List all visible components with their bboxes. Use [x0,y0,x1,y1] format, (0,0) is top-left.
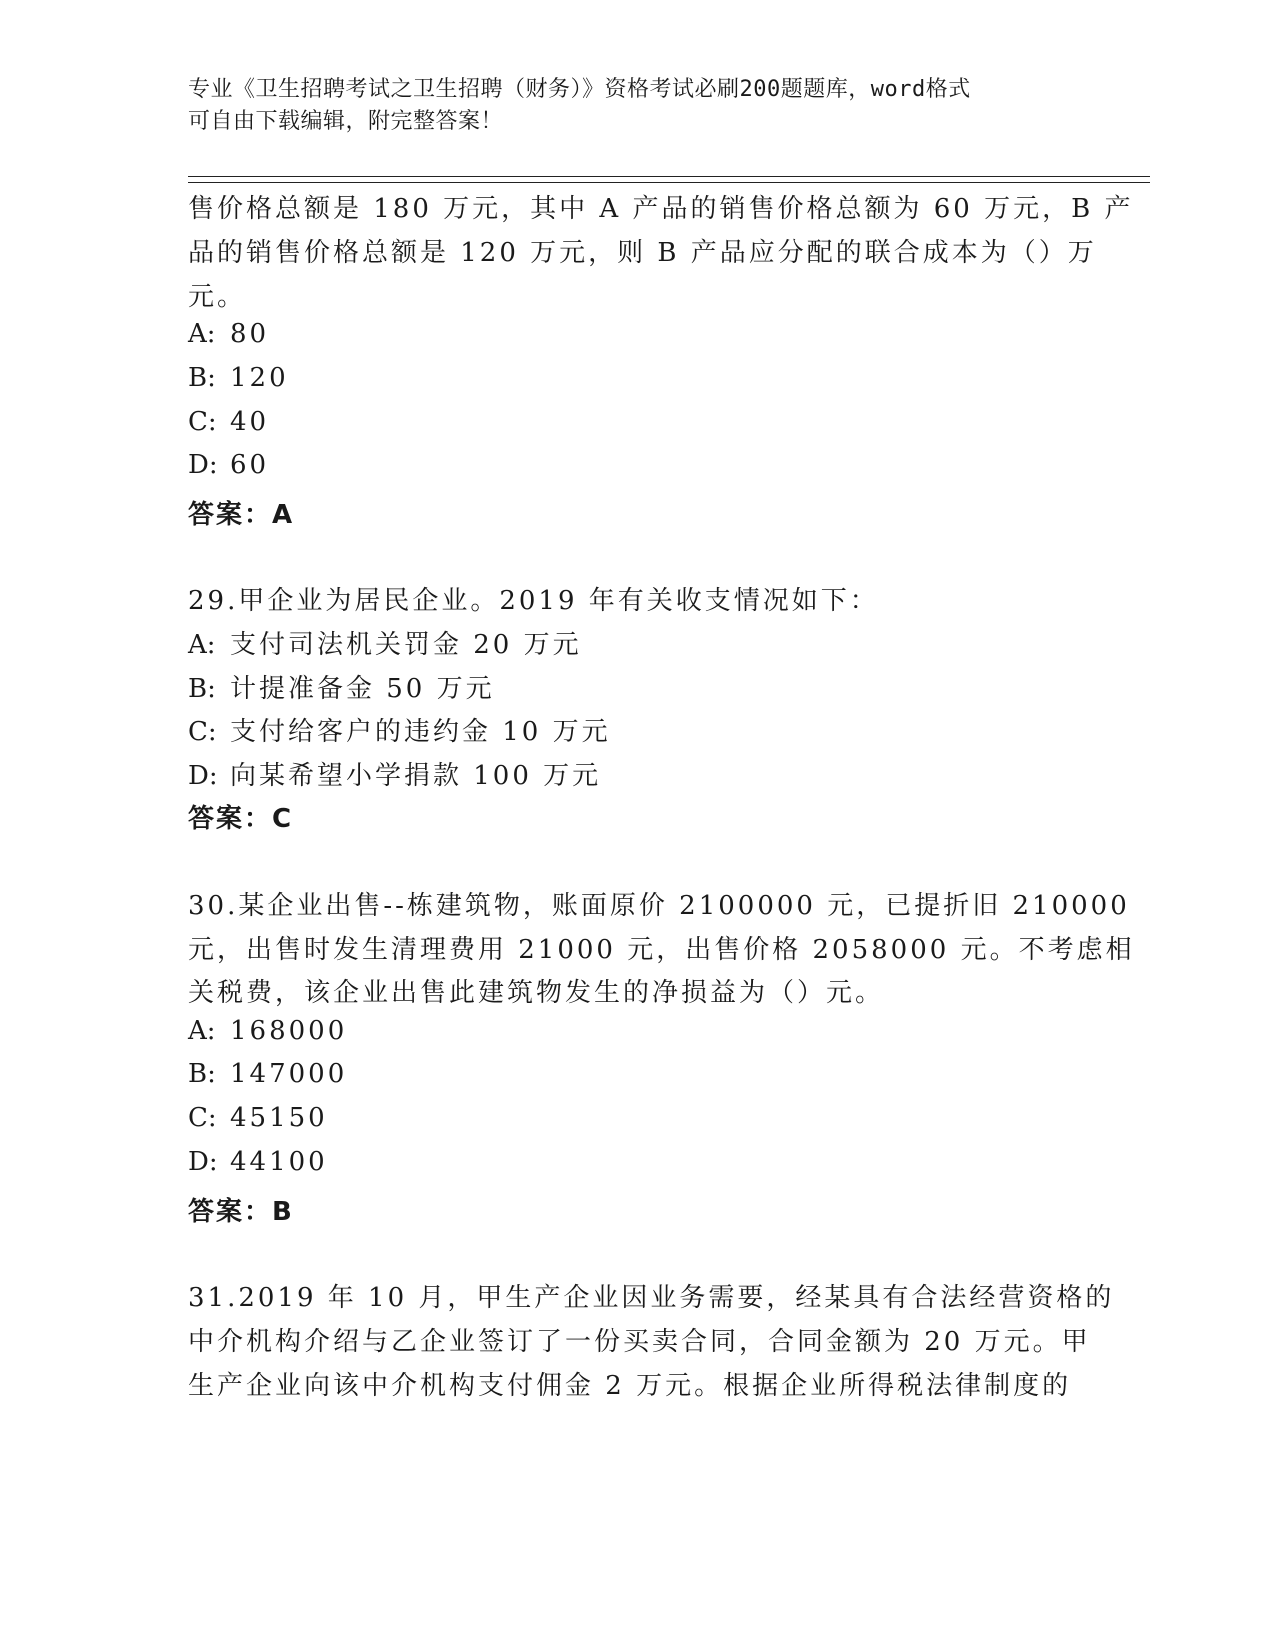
q30-text-line-3: 关税费，该企业出售此建筑物发生的净损益为（）元。 [188,978,885,1008]
option-key: B: [188,363,216,393]
q29-option-d [188,755,601,792]
option-value: 40 [230,407,270,437]
header-title-line-2: 可自由下载编辑，附完整答案！ [188,109,504,134]
q30-text-line-1: 30.某企业出售--栋建筑物，账面原价 2100000 元，已提折旧 210000 [188,891,1130,921]
option-key: C: [188,407,217,437]
q31-text-line-2: 中介机构介绍与乙企业签订了一份买卖合同，合同金额为 20 万元。甲 [188,1327,1091,1357]
q28-text-line-2: 品的销售价格总额是 120 万元，则 B 产品应分配的联合成本为（）万 [188,238,1097,268]
option-value: 45150 [230,1103,328,1133]
option-value: 80 [230,319,270,349]
option-key: D: [188,761,218,791]
option-key: A: [188,1016,216,1046]
q29-option-c [188,711,611,748]
option-value: 支付司法机关罚金 20 万元 [230,630,582,660]
option-value: 计提准备金 50 万元 [230,674,495,704]
q29-answer: 答案：C [188,804,294,834]
q30-answer: 答案：B [188,1197,294,1227]
q28-text-line-1: 售价格总额是 180 万元，其中 A 产品的销售价格总额为 60 万元，B 产 [188,194,1134,224]
q28-option-d [188,450,269,480]
q28-answer: 答案：A [188,500,295,530]
option-key: D: [188,450,218,480]
q29-text-line-1: 29.甲企业为居民企业。2019 年有关收支情况如下： [188,586,879,616]
option-key: B: [188,1059,216,1089]
header-title-line-1: 专业《卫生招聘考试之卫生招聘（财务）》资格考试必刷200题题库，word格式 [188,77,971,102]
q31-text-line-3: 生产企业向该中介机构支付佣金 2 万元。根据企业所得税法律制度的 [188,1371,1072,1401]
option-value: 168000 [230,1016,348,1046]
q28-text-line-3: 元。 [188,282,247,312]
header-rule-top [188,176,1150,177]
q30-text-line-2: 元，出售时发生清理费用 21000 元，出售价格 2058000 元。不考虑相 [188,935,1135,965]
option-key: A: [188,319,216,349]
q29-option-b [188,668,495,705]
q30-option-c [188,1103,328,1133]
option-key: B: [188,674,216,704]
q30-option-a [188,1016,347,1046]
option-value: 147000 [230,1059,348,1089]
option-value: 44100 [230,1147,328,1177]
option-value: 支付给客户的违约金 10 万元 [230,717,611,747]
q30-option-d [188,1147,328,1177]
q28-option-a [188,319,269,349]
option-value: 60 [230,450,270,480]
option-key: A: [188,630,216,660]
q31-text-line-1: 31.2019 年 10 月，甲生产企业因业务需要，经某具有合法经营资格的 [188,1283,1115,1313]
q29-option-a [188,624,582,661]
q28-option-b [188,363,289,393]
option-key: C: [188,1103,217,1133]
option-value: 120 [230,363,289,393]
document-header [188,74,1088,138]
q30-option-b [188,1059,347,1089]
option-key: D: [188,1147,218,1177]
option-key: C: [188,717,217,747]
option-value: 向某希望小学捐款 100 万元 [230,761,602,791]
q28-option-c [188,407,269,437]
header-rule-bottom [188,182,1150,183]
